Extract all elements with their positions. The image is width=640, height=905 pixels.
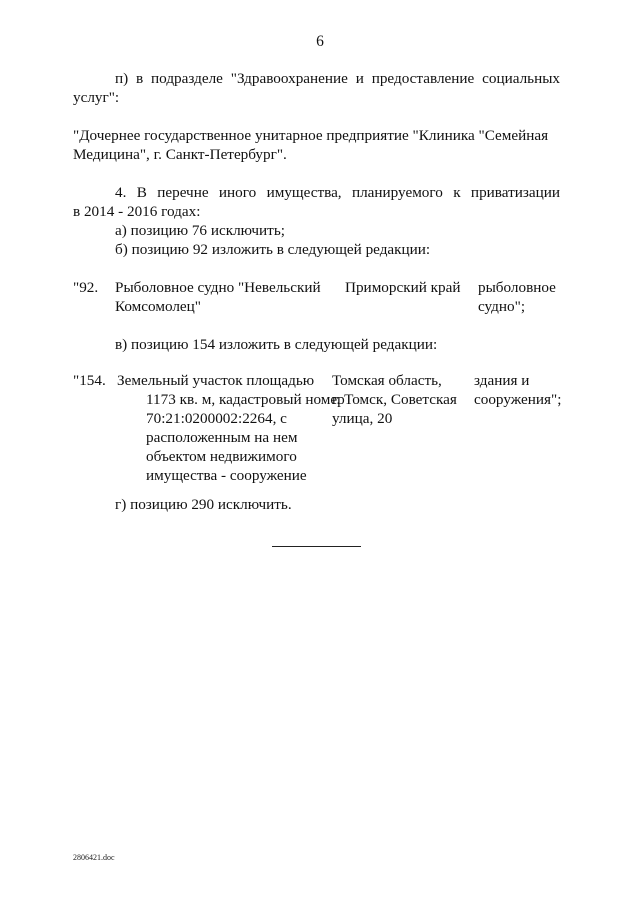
row154-name-line4: расположенным на нем: [146, 429, 298, 446]
para4-v: в) позицию 154 изложить в следующей редакции:: [115, 336, 438, 353]
row154-location-line1: Томская область,: [332, 372, 442, 389]
row154-number: "154.: [73, 372, 106, 389]
row154-name-line2: 1173 кв. м, кадастровый номер: [146, 391, 345, 408]
para-p-line2: услуг":: [73, 89, 120, 106]
row92-type-line2: судно";: [478, 298, 526, 315]
row154-name-line5: объектом недвижимого: [146, 448, 297, 465]
row92-name-line1: Рыболовное судно "Невельский: [115, 279, 321, 296]
quote1-line1: "Дочернее государственное унитарное предприятие "Клиника "Семейная: [73, 127, 549, 144]
para4-line1: 4. В перечне иного имущества, планируемого к приватизации: [115, 184, 560, 201]
quote1-line2: Медицина", г. Санкт-Петербург".: [73, 146, 287, 163]
row154-location-line2: г. Томск, Советская: [332, 391, 457, 408]
para4-g: г) позицию 290 исключить.: [115, 496, 292, 513]
para4-a: а) позицию 76 исключить;: [115, 222, 285, 239]
end-divider: [272, 546, 361, 547]
row154-type-line1: здания и: [474, 372, 530, 389]
row154-name-line3: 70:21:0200002:2264, с: [146, 410, 287, 427]
row92-name-line2: Комсомолец": [115, 298, 201, 315]
row92-number: "92.: [73, 279, 99, 296]
row92-type-line1: рыболовное: [478, 279, 556, 296]
footer-filename: 2806421.doc: [73, 853, 115, 862]
para-p-line1: п) в подразделе "Здравоохранение и предоставление социальных: [115, 70, 560, 87]
row92-location: Приморский край: [345, 279, 461, 296]
page-number: 6: [316, 33, 324, 50]
para4-line2: в 2014 - 2016 годах:: [73, 203, 201, 220]
row154-name-line1: Земельный участок площадью: [117, 372, 315, 389]
row154-location-line3: улица, 20: [332, 410, 393, 427]
para4-b: б) позицию 92 изложить в следующей редакции:: [115, 241, 431, 258]
row154-name-line6: имущества - сооружение: [146, 467, 307, 484]
row154-type-line2: сооружения";: [474, 391, 562, 408]
